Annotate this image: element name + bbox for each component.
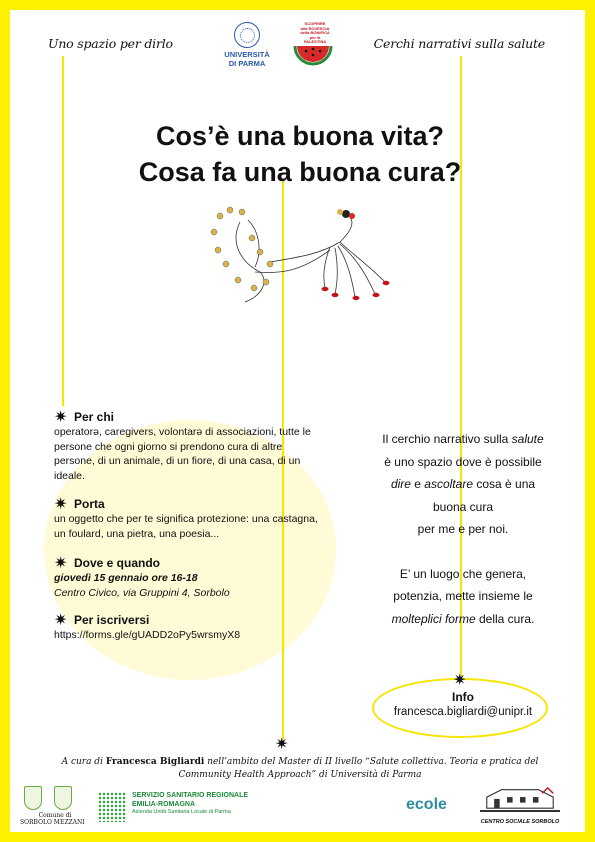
crest-icon bbox=[54, 786, 72, 810]
comune-label: SORBOLO MEZZANI bbox=[20, 819, 85, 826]
credits-author: Francesca Bigliardi bbox=[105, 757, 205, 767]
section-porta bbox=[54, 497, 324, 541]
title-line2: Cosa fa una buona cura? bbox=[138, 157, 462, 187]
star-icon: ✷ bbox=[54, 555, 68, 572]
star-icon: ✷ bbox=[54, 409, 68, 426]
credits-text: Community Health Approach” di Università di Parma bbox=[178, 770, 422, 780]
guide-line-left bbox=[62, 56, 64, 406]
desc-text: e bbox=[410, 477, 425, 491]
description-text bbox=[368, 428, 558, 630]
university-seal-icon bbox=[234, 22, 260, 48]
building-icon bbox=[480, 786, 560, 812]
desc-text: potenzia, mette insieme le bbox=[393, 589, 533, 603]
ssr-dots-icon bbox=[98, 792, 126, 822]
event-place: Centro Civico, via Gruppini 4, Sorbolo bbox=[54, 586, 230, 599]
desc-italic: salute bbox=[511, 432, 544, 446]
desc-text: Il cerchio narrativo sulla bbox=[382, 432, 512, 446]
partner-line1: SCOPRIRE bbox=[304, 21, 326, 26]
right-tagline: Cerchi narrativi sulla salute bbox=[373, 36, 545, 51]
section-iscriversi bbox=[54, 613, 324, 643]
centro-sociale-label: CENTRO SOCIALE SORBOLO bbox=[480, 819, 560, 825]
crest-icon bbox=[24, 786, 42, 810]
ssr-label: SERVIZIO SANITARIO REGIONALE bbox=[132, 792, 249, 799]
section-dove-quando bbox=[54, 556, 324, 600]
star-icon: ✷ bbox=[54, 496, 68, 513]
comune-label: Comune di bbox=[38, 812, 72, 819]
credits bbox=[30, 756, 570, 782]
university-name-line2: DI PARMA bbox=[228, 59, 266, 68]
credits-text: A cura di bbox=[61, 757, 106, 767]
left-tagline: Uno spazio per dirlo bbox=[48, 36, 173, 51]
section-heading: Porta bbox=[74, 497, 105, 511]
desc-italic: molteplici forme bbox=[391, 611, 476, 626]
desc-text: buona cura bbox=[432, 499, 494, 514]
desc-text: E’ un luogo che genera, bbox=[399, 566, 527, 581]
section-per-chi bbox=[54, 410, 324, 483]
info-email-link[interactable]: francesca.bigliardi@unipr.it bbox=[393, 706, 533, 718]
section-text: operatorə, caregivers, volontarə di associazioni, tutte le persone che ogni giorno si prendono cura di altre persone, di un animale, di un fiore, di una casa, di un ideale. bbox=[54, 426, 311, 482]
ecole-label: ecole bbox=[406, 796, 447, 813]
desc-text: cosa è una bbox=[473, 477, 536, 491]
university-logo bbox=[222, 22, 272, 68]
section-heading: Per chi bbox=[74, 410, 115, 424]
signup-link[interactable]: https://forms.gle/gUADD2oPy5wrsmyX8 bbox=[54, 629, 241, 641]
university-name-line1: UNIVERSITÀ bbox=[224, 50, 270, 59]
centro-sociale-logo bbox=[478, 786, 562, 825]
ssr-label: EMILIA-ROMAGNA bbox=[132, 800, 195, 808]
page-title bbox=[100, 118, 500, 190]
comune-logo bbox=[20, 786, 90, 826]
watermelon-icon bbox=[288, 22, 338, 72]
section-text: un oggetto che per te significa protezione: una castagna, un foulard, una pietra, una poesia... bbox=[54, 513, 318, 540]
credits-text: nell’ambito del Master di II livello “Salute collettiva. Teoria e pratica del bbox=[204, 757, 539, 767]
ssr-label: Azienda Unità Sanitaria Locale di Parma bbox=[132, 809, 231, 815]
info-title: Info bbox=[452, 690, 474, 704]
desc-italic: dire bbox=[390, 477, 411, 491]
section-heading: Per iscriversi bbox=[74, 613, 150, 627]
watermelon-logo bbox=[288, 22, 338, 72]
hand-illustration bbox=[200, 202, 420, 312]
desc-text: per me e per noi. bbox=[417, 522, 509, 536]
section-heading: Dove e quando bbox=[74, 556, 161, 570]
star-icon: ✷ bbox=[453, 672, 467, 689]
partner-line2: alla ROVESCIA bbox=[300, 25, 330, 31]
desc-text: è uno spazio dove è possibile bbox=[384, 454, 542, 469]
desc-italic: ascoltare bbox=[424, 477, 473, 491]
event-date: giovedì 15 gennaio ore 16-18 bbox=[54, 572, 198, 584]
desc-text: della cura. bbox=[475, 611, 535, 626]
ssr-logo bbox=[98, 792, 298, 822]
ecole-logo bbox=[406, 796, 447, 814]
title-line1: Cos’è una buona vita? bbox=[155, 121, 445, 151]
partner-line4: per la PALESTINA bbox=[303, 34, 327, 45]
star-icon: ✷ bbox=[54, 612, 68, 629]
star-icon: ✷ bbox=[275, 736, 289, 753]
partner-line3: della BONIFICA bbox=[300, 30, 330, 36]
